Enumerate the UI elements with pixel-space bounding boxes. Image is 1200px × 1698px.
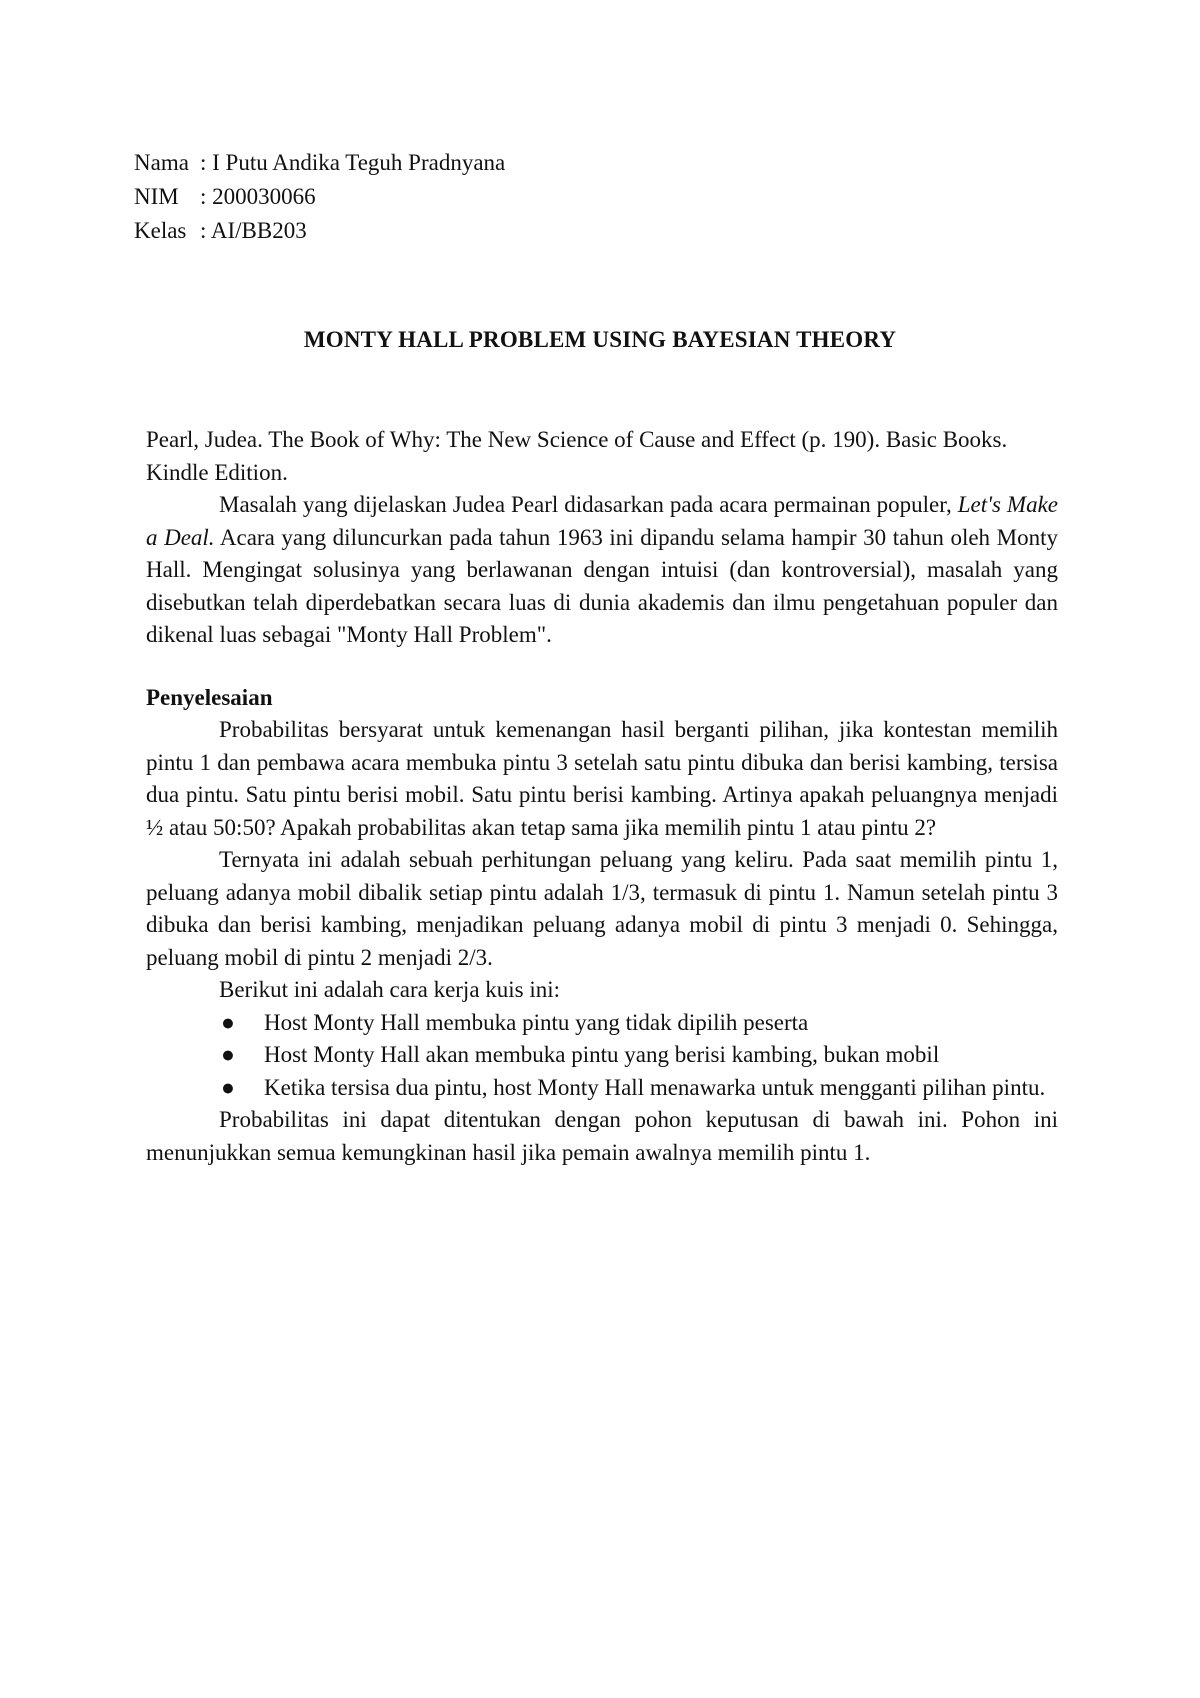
list-item-text: Host Monty Hall akan membuka pintu yang berisi kambing, bukan mobil	[264, 1042, 940, 1067]
section-heading: Penyelesaian	[146, 684, 273, 710]
bullet-dot-icon: ●	[221, 1009, 235, 1035]
class-label: Kelas	[134, 218, 187, 243]
solution-paragraph-1: Probabilitas bersyarat untuk kemenangan hasil berganti pilihan, jika kontestan memilih pintu 1 dan pembawa acara membuka pintu 3 setelah satu pintu dibuka dan berisi kambing, tersisa dua pintu. Satu pintu berisi mobil. Satu pintu berisi kambing. Artinya apakah peluangnya menjadi ½ atau 50:50? Apakah probabilitas akan tetap sama jika memilih pintu 1 atau pintu 2?	[146, 717, 1058, 840]
nim-value: : 200030066	[200, 184, 316, 209]
reference-citation: Pearl, Judea. The Book of Why: The New Science of Cause and Effect (p. 190). Basic Books. Kindle Edition.	[146, 427, 1008, 485]
intro-text-start: Masalah yang dijelaskan Judea Pearl didasarkan pada acara permainan populer,	[219, 492, 958, 517]
show-title-italic: Let's Make a Deal.	[146, 492, 1058, 550]
list-item	[219, 1007, 1058, 1040]
solution-paragraph-2: Ternyata ini adalah sebuah perhitungan peluang yang keliru. Pada saat memilih pintu 1, peluang adanya mobil dibalik setiap pintu adalah 1/3, termasuk di pintu 1. Namun setelah pintu 3 dibuka dan berisi kambing, menjadikan peluang adanya mobil di pintu 3 menjadi 0. Sehingga, peluang mobil di pintu 2 menjadi 2/3.	[146, 847, 1058, 970]
identity-nim-row	[134, 180, 505, 214]
nim-label: NIM	[134, 184, 179, 209]
list-item	[219, 1072, 1058, 1105]
solution-paragraph-3: Berikut ini adalah cara kerja kuis ini:	[219, 977, 561, 1002]
solution-paragraph-4: Probabilitas ini dapat ditentukan dengan pohon keputusan di bawah ini. Pohon ini menunjukkan semua kemungkinan hasil jika pemain awalnya memilih pintu 1.	[146, 1107, 1058, 1165]
name-value: : I Putu Andika Teguh Pradnyana	[200, 150, 506, 175]
list-item	[219, 1039, 1058, 1072]
identity-name-row	[134, 146, 505, 180]
section-gap	[146, 652, 1058, 682]
intro-paragraph	[146, 489, 1058, 652]
bullet-list	[146, 1007, 1058, 1105]
document-title: MONTY HALL PROBLEM USING BAYESIAN THEORY	[303, 327, 897, 352]
bullet-dot-icon: ●	[221, 1042, 235, 1067]
intro-text-end: Acara yang diluncurkan pada tahun 1963 ini dipandu selama hampir 30 tahun oleh Monty Hall. Mengingat solusinya yang berlawanan dengan intuisi (dan kontroversial), masalah yang disebutkan telah diperdebatkan secara luas di dunia akademis dan ilmu pengetahuan populer dan dikenal luas sebagai "Monty Hall Problem".	[146, 524, 1058, 647]
bullet-dot-icon: ●	[221, 1074, 235, 1100]
class-value: : AI/BB203	[200, 218, 307, 243]
list-item-text: Host Monty Hall membuka pintu yang tidak dipilih peserta	[264, 1009, 809, 1035]
identity-block	[134, 146, 505, 248]
identity-class-row	[134, 214, 505, 248]
list-item-text: Ketika tersisa dua pintu, host Monty Hall menawarka untuk mengganti pilihan pintu.	[264, 1074, 1046, 1100]
document-body	[146, 424, 1058, 1169]
name-label: Nama	[134, 150, 189, 175]
